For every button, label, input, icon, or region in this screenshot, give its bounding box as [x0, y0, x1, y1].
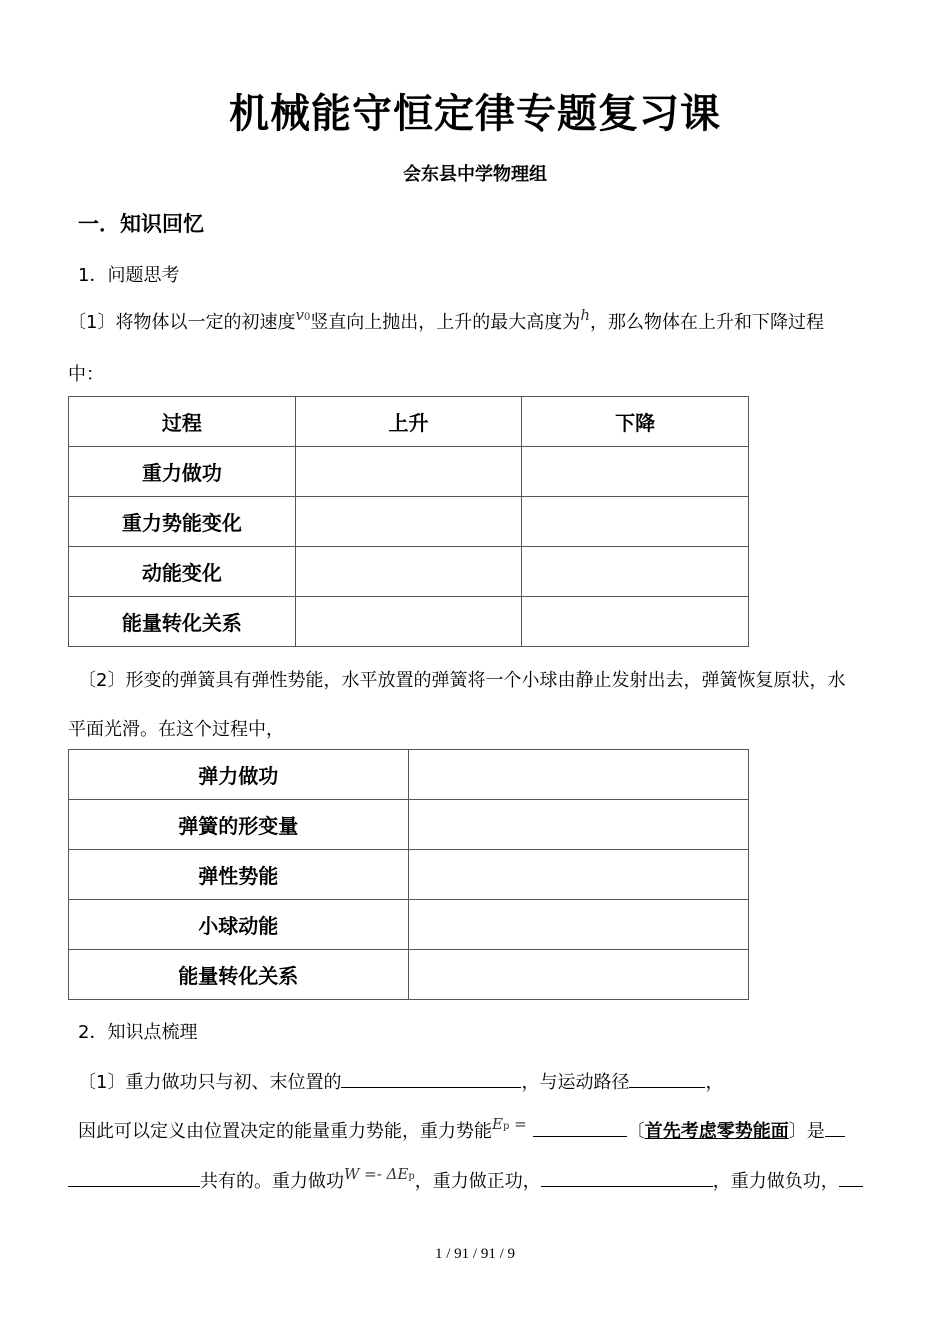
- document-title: 机械能守恒定律专题复习课: [229, 91, 721, 137]
- text-run: 〕是: [788, 1121, 825, 1142]
- answer-cell: [408, 900, 748, 950]
- text-run: 竖直向上抛出，上升的最大高度为: [310, 312, 581, 333]
- text-run: 〔: [626, 1121, 645, 1142]
- table-row: [69, 547, 749, 597]
- row-label: 动能变化: [69, 547, 296, 597]
- knowledge-line-1: [78, 1068, 723, 1094]
- answer-cell: [522, 547, 749, 597]
- knowledge-line-3: [68, 1167, 863, 1193]
- var-v0: [295, 306, 310, 324]
- var-ep-sub: p: [502, 1121, 510, 1132]
- table-row: [69, 497, 749, 547]
- fill-blank[interactable]: [825, 1118, 845, 1137]
- table-row: [69, 950, 749, 1000]
- text-run: 因此可以定义由位置决定的能量重力势能，重力势能: [78, 1121, 492, 1142]
- row-label: 弹簧的形变量: [69, 800, 409, 850]
- fill-blank[interactable]: [839, 1168, 863, 1187]
- question-label: 1．问题思考: [78, 265, 180, 286]
- knowledge-line-2: [78, 1117, 845, 1143]
- formula-w-sub: p: [408, 1171, 415, 1182]
- row-label: 弹力做功: [69, 750, 409, 800]
- section-heading: 一．知识回忆: [78, 212, 204, 236]
- answer-cell: [295, 597, 522, 647]
- question-2-line-1: 〔2〕形变的弹簧具有弹性势能，水平放置的弹簧将一个小球由静止发射出去，弹簧恢复原状，水: [78, 670, 846, 691]
- var-ep: [492, 1115, 527, 1133]
- text-run: ，与运动路径: [521, 1072, 630, 1093]
- knowledge-label: 2．知识点梳理: [78, 1022, 198, 1043]
- table-row: [69, 850, 749, 900]
- document-subtitle: 会东县中学物理组: [403, 164, 547, 185]
- emphasis-text: 首先考虑零势能面: [644, 1121, 789, 1142]
- var-v0-sub: 0: [303, 312, 311, 323]
- page-number: 1 / 91 / 91 / 9: [434, 1246, 515, 1262]
- table-row: [69, 597, 749, 647]
- question-2-line-2: 平面光滑。在这个过程中，: [68, 719, 284, 740]
- formula-w-main: W =- ΔE: [344, 1165, 409, 1183]
- row-label: 能量转化关系: [69, 597, 296, 647]
- row-label: 弹性势能: [69, 850, 409, 900]
- equals-sign: =: [514, 1115, 527, 1133]
- question-1-line-2: 中：: [68, 364, 104, 385]
- question-1-line-1: [68, 308, 824, 334]
- table-header-cell: 上升: [295, 397, 522, 447]
- text-run: ，: [705, 1072, 724, 1093]
- fill-blank[interactable]: [629, 1069, 705, 1088]
- answer-cell: [408, 950, 748, 1000]
- table-header-cell: 过程: [69, 397, 296, 447]
- answer-cell: [295, 447, 522, 497]
- text-run: ，重力做负功，: [712, 1171, 839, 1192]
- table-row: [69, 750, 749, 800]
- fill-blank[interactable]: [68, 1168, 200, 1187]
- table-row: [69, 800, 749, 850]
- row-label: 能量转化关系: [69, 950, 409, 1000]
- answer-cell: [522, 497, 749, 547]
- fill-blank[interactable]: [541, 1168, 713, 1187]
- fill-blank[interactable]: [341, 1069, 521, 1088]
- answer-cell: [295, 497, 522, 547]
- spring-table: [68, 749, 749, 1000]
- answer-cell: [295, 547, 522, 597]
- var-h: h: [580, 306, 590, 324]
- answer-cell: [522, 597, 749, 647]
- table-header-row: [69, 397, 749, 447]
- text-run: ，重力做正功，: [414, 1171, 541, 1192]
- fill-blank[interactable]: [533, 1118, 627, 1137]
- answer-cell: [408, 850, 748, 900]
- table-header-cell: 下降: [522, 397, 749, 447]
- text-run: 〔1〕重力做功只与初、末位置的: [78, 1072, 342, 1093]
- answer-cell: [522, 447, 749, 497]
- formula-w: [344, 1165, 415, 1183]
- process-table: [68, 396, 749, 647]
- row-label: 重力做功: [69, 447, 296, 497]
- table-row: [69, 900, 749, 950]
- answer-cell: [408, 800, 748, 850]
- answer-cell: [408, 750, 748, 800]
- var-ep-main: E: [492, 1115, 503, 1133]
- text-run: ，那么物体在上升和下降过程: [589, 312, 824, 333]
- table-row: [69, 447, 749, 497]
- text-run: 共有的。重力做功: [200, 1171, 344, 1192]
- row-label: 重力势能变化: [69, 497, 296, 547]
- var-v0-main: v: [295, 306, 304, 324]
- text-run: 〔1〕将物体以一定的初速度: [68, 312, 296, 333]
- row-label: 小球动能: [69, 900, 409, 950]
